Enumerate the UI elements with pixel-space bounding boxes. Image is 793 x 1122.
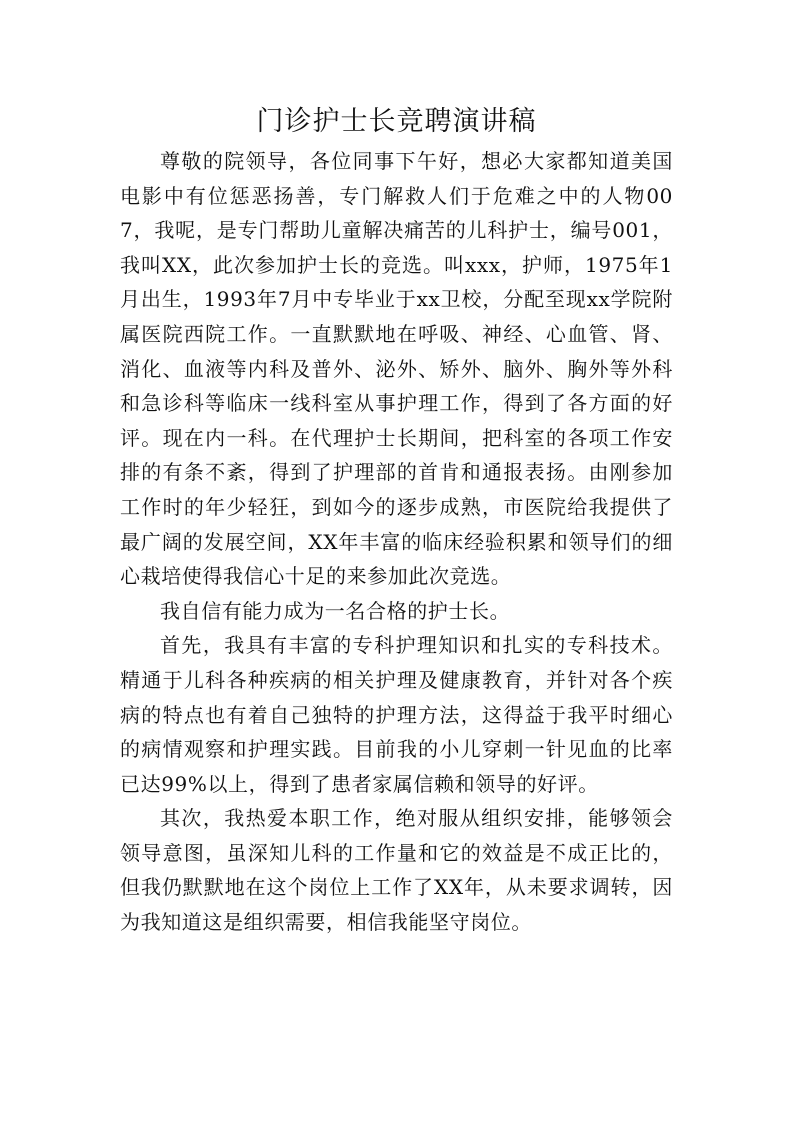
paragraph-intro: 尊敬的院领导，各位同事下午好，想必大家都知道美国电影中有位惩恶扬善，专门解救人们于危难之中的人物007，我呢，是专门帮助儿童解决痛苦的儿科护士，编号001，我叫XX，此次参加护士长的竞选。叫xxx，护师，1975年1月出生，1993年7月中专毕业于xx卫校，分配至现xx学院附属医院西院工作。一直默默地在呼吸、神经、心血管、肾、消化、血液等内科及普外、泌外、矫外、脑外、胸外等外科和急诊科等临床一线科室从事护理工作，得到了各方面的好评。现在内一科。在代理护士长期间，把科室的各项工作安排的有条不紊，得到了护理部的首肯和通报表扬。由刚参加工作时的年少轻狂，到如今的逐步成熟，市医院给我提供了最广阔的发展空间，XX年丰富的临床经验积累和领导们的细心栽培使得我信心十足的来参加此次竞选。	[120, 149, 673, 589]
paragraph-confidence: 我自信有能力成为一名合格的护士长。	[160, 598, 511, 623]
paragraph-second-point: 其次，我热爱本职工作，绝对服从组织安排，能够领会领导意图，虽深知儿科的工作量和它的效益是不成正比的，但我仍默默地在这个岗位上工作了XX年，从未要求调转，因为我知道这是组织需要，相信我能坚守岗位。	[120, 806, 673, 935]
document-body	[120, 144, 673, 940]
document-title: 门诊护士长竞聘演讲稿	[256, 106, 537, 137]
paragraph-first-point: 首先，我具有丰富的专科护理知识和扎实的专科技术。精通于儿科各种疾病的相关护理及健康教育，并针对各个疾病的特点也有着自己独特的护理方法，这得益于我平时细心的病情观察和护理实践。目前我的小儿穿刺一针见血的比率已达99%以上，得到了患者家属信赖和领导的好评。	[120, 633, 673, 796]
